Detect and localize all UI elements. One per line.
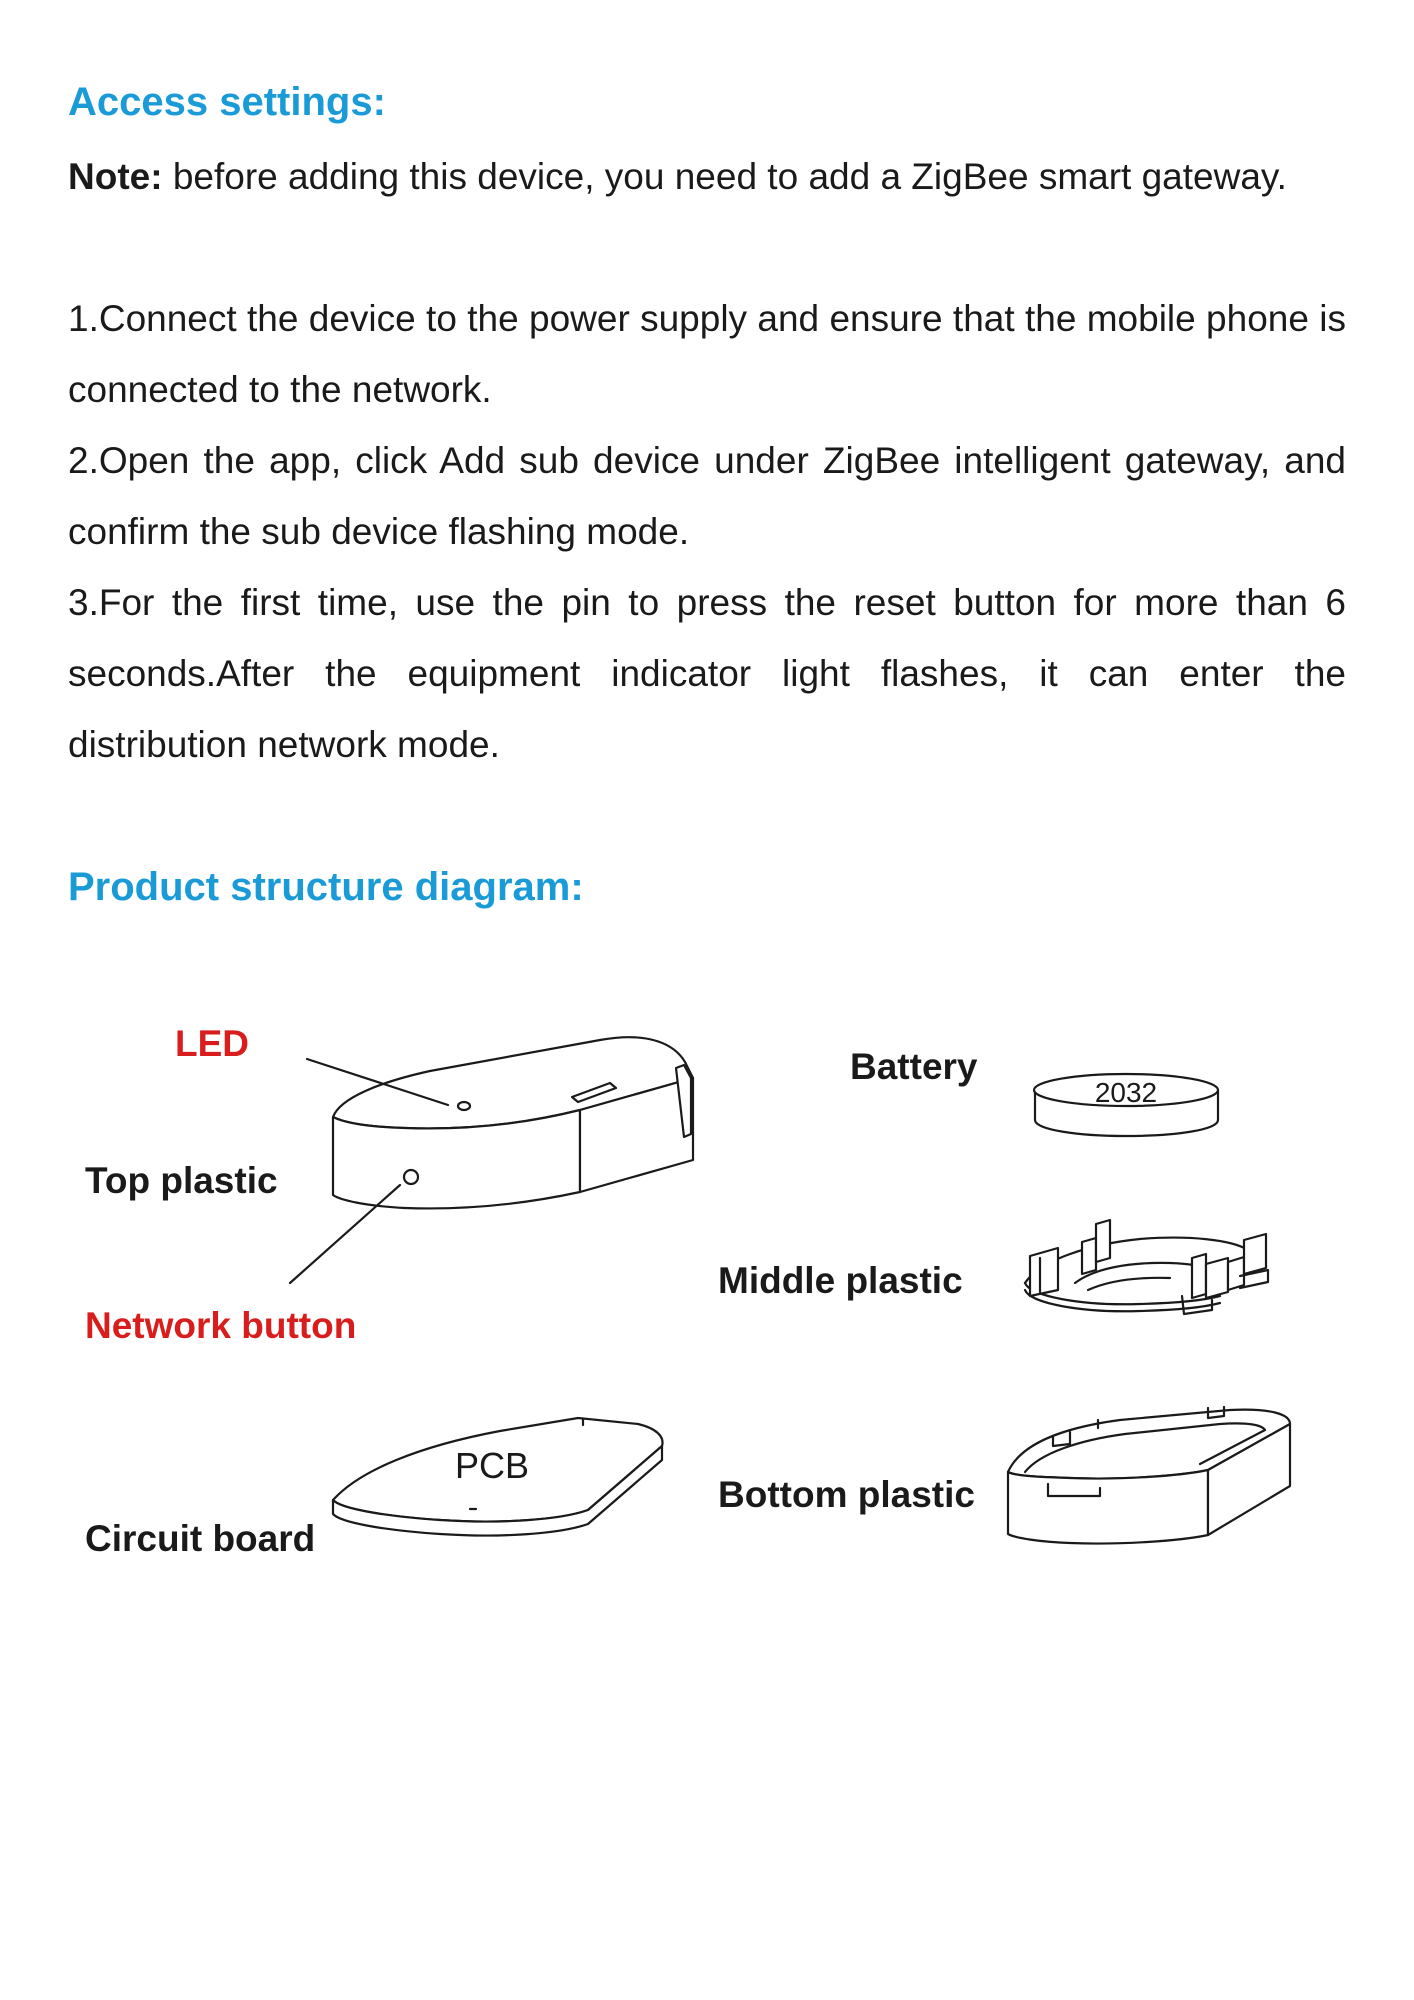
access-settings-heading: Access settings: [68,80,386,124]
led-label: LED [175,1023,249,1064]
battery-label: Battery [850,1046,978,1087]
pcb-marking: PCB [454,1445,530,1486]
bottom-plastic-label: Bottom plastic [718,1474,975,1515]
step-1-text: 1.Connect the device to the power supply and ensure that the mobile phone is connected to the network. [68,298,1346,410]
top-plastic-drawing [290,1037,693,1283]
step-3-text: 3.For the first time, use the pin to press the reset button for more than 6 seconds.After the equipment indicator light flashes, it can enter the distribution network mode. [68,582,1346,765]
top-plastic-label: Top plastic [85,1160,278,1201]
bottom-plastic-drawing [1008,1407,1290,1544]
battery-drawing [1034,1074,1218,1136]
note-label: Note: [68,156,163,197]
step-2-text: 2.Open the app, click Add sub device under ZigBee intelligent gateway, and confirm the sub device flashing mode. [68,440,1346,552]
network-button-label: Network button [85,1305,357,1346]
middle-plastic-label: Middle plastic [718,1260,963,1301]
product-structure-heading: Product structure diagram: [68,865,584,909]
middle-plastic-drawing [1025,1220,1268,1314]
battery-marking: 2032 [1094,1077,1158,1108]
pcb-drawing [333,1418,663,1536]
circuit-board-label: Circuit board [85,1518,316,1559]
note-text: before adding this device, you need to add a ZigBee smart gateway. [162,156,1287,197]
